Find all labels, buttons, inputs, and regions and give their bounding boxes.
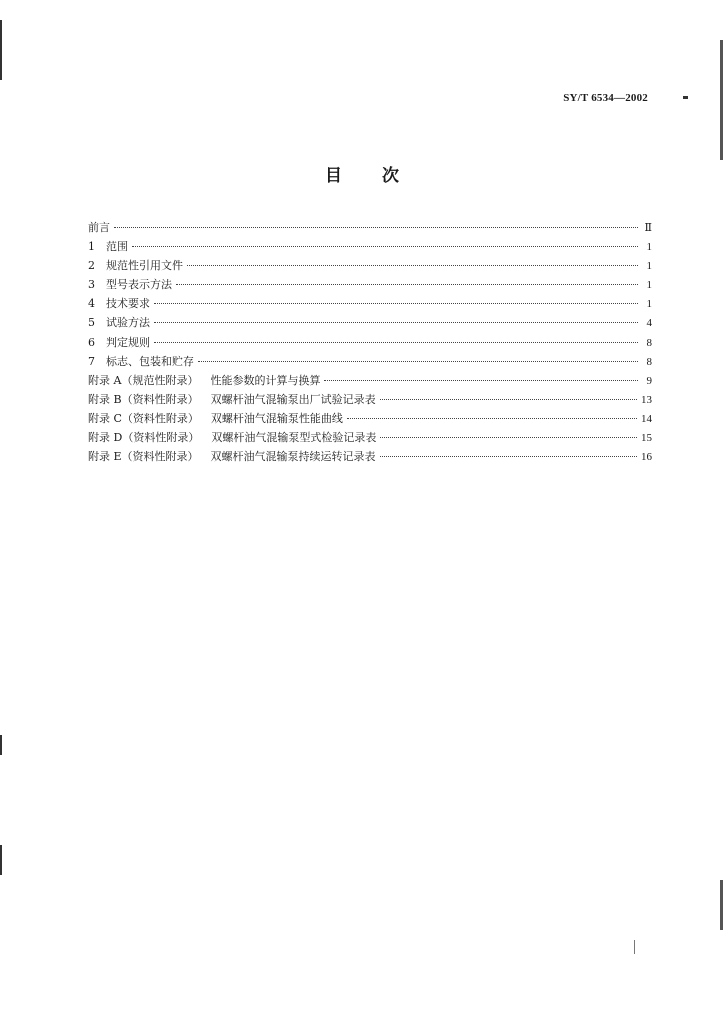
toc-page-number: 4 [646, 317, 652, 330]
scan-edge-mark [720, 880, 723, 930]
toc-page-number: 1 [646, 298, 652, 311]
toc-entry-label: 双螺杆油气混输泵出厂试验记录表 [210, 392, 376, 406]
toc-entry-label: 标志、包装和贮存 [106, 354, 194, 368]
toc-entry-label: 规范性引用文件 [106, 259, 183, 273]
toc-entry-number: 5 [88, 316, 95, 330]
dot-leader [114, 215, 638, 228]
toc-entry-appendix-e[interactable] [88, 447, 652, 466]
dot-leader [324, 368, 638, 381]
dot-leader [380, 425, 637, 438]
dot-leader [380, 387, 637, 400]
toc-entry-number: 附录 A [88, 373, 122, 387]
table-of-contents [88, 218, 652, 466]
toc-page-number: 8 [646, 336, 652, 349]
toc-entry-number: 6 [88, 335, 95, 349]
toc-entry-label: 性能参数的计算与换算 [210, 373, 321, 387]
appendix-type: （资料性附录） [121, 450, 199, 464]
dot-leader [176, 272, 638, 285]
appendix-type: （资料性附录） [121, 411, 199, 425]
toc-entry-number: 1 [88, 240, 95, 254]
dot-leader [132, 234, 638, 247]
toc-entry-label: 前言 [88, 221, 110, 234]
toc-entry-label: 双螺杆油气混输泵持续运转记录表 [210, 450, 376, 464]
toc-page-number: Ⅱ [644, 222, 652, 234]
toc-page-number: 14 [641, 412, 652, 425]
scan-edge-mark [720, 40, 723, 160]
toc-entry-label: 判定规则 [106, 335, 150, 349]
scan-edge-mark [0, 845, 2, 875]
scan-edge-mark [0, 735, 2, 755]
toc-page-number: 1 [646, 260, 652, 273]
appendix-type: （资料性附录） [122, 431, 200, 445]
toc-entry-label: 范围 [106, 240, 128, 254]
toc-entry-label: 技术要求 [106, 297, 150, 311]
toc-page-number: 9 [646, 374, 652, 387]
toc-page-number: 8 [646, 355, 652, 368]
toc-entry-label: 双螺杆油气混输泵性能曲线 [210, 411, 343, 425]
dot-leader [380, 444, 637, 457]
page-title: 目次 [325, 166, 439, 186]
dot-leader [198, 349, 638, 362]
toc-entry-number: 附录 E [88, 450, 122, 464]
toc-entry-number: 2 [88, 259, 95, 273]
standard-code: SY/T 6534—2002 [563, 92, 648, 104]
toc-entry-label: 双螺杆油气混输泵型式检验记录表 [211, 431, 377, 445]
toc-entry-number: 附录 C [88, 411, 122, 425]
toc-page-number: 13 [641, 393, 652, 406]
toc-entry-number: 3 [88, 278, 95, 292]
toc-entry-label: 型号表示方法 [106, 278, 172, 292]
dot-leader [154, 291, 638, 304]
toc-entry-number: 4 [88, 297, 95, 311]
dot-leader [347, 406, 637, 419]
scan-dot [634, 940, 635, 954]
toc-entry-number: 7 [88, 354, 95, 368]
toc-entry-label: 试验方法 [106, 316, 150, 330]
toc-entry-number: 附录 D [88, 431, 123, 445]
appendix-type: （规范性附录） [121, 373, 199, 387]
scan-dot [683, 96, 688, 99]
toc-page-number: 15 [641, 432, 652, 445]
appendix-type: （资料性附录） [121, 392, 199, 406]
dot-leader [187, 253, 638, 266]
dot-leader [154, 310, 638, 323]
toc-page-number: 1 [646, 279, 652, 292]
toc-page-number: 1 [646, 241, 652, 254]
scan-edge-mark [0, 20, 2, 80]
toc-page-number: 16 [641, 451, 652, 464]
dot-leader [154, 330, 638, 343]
toc-entry-number: 附录 B [88, 392, 122, 406]
